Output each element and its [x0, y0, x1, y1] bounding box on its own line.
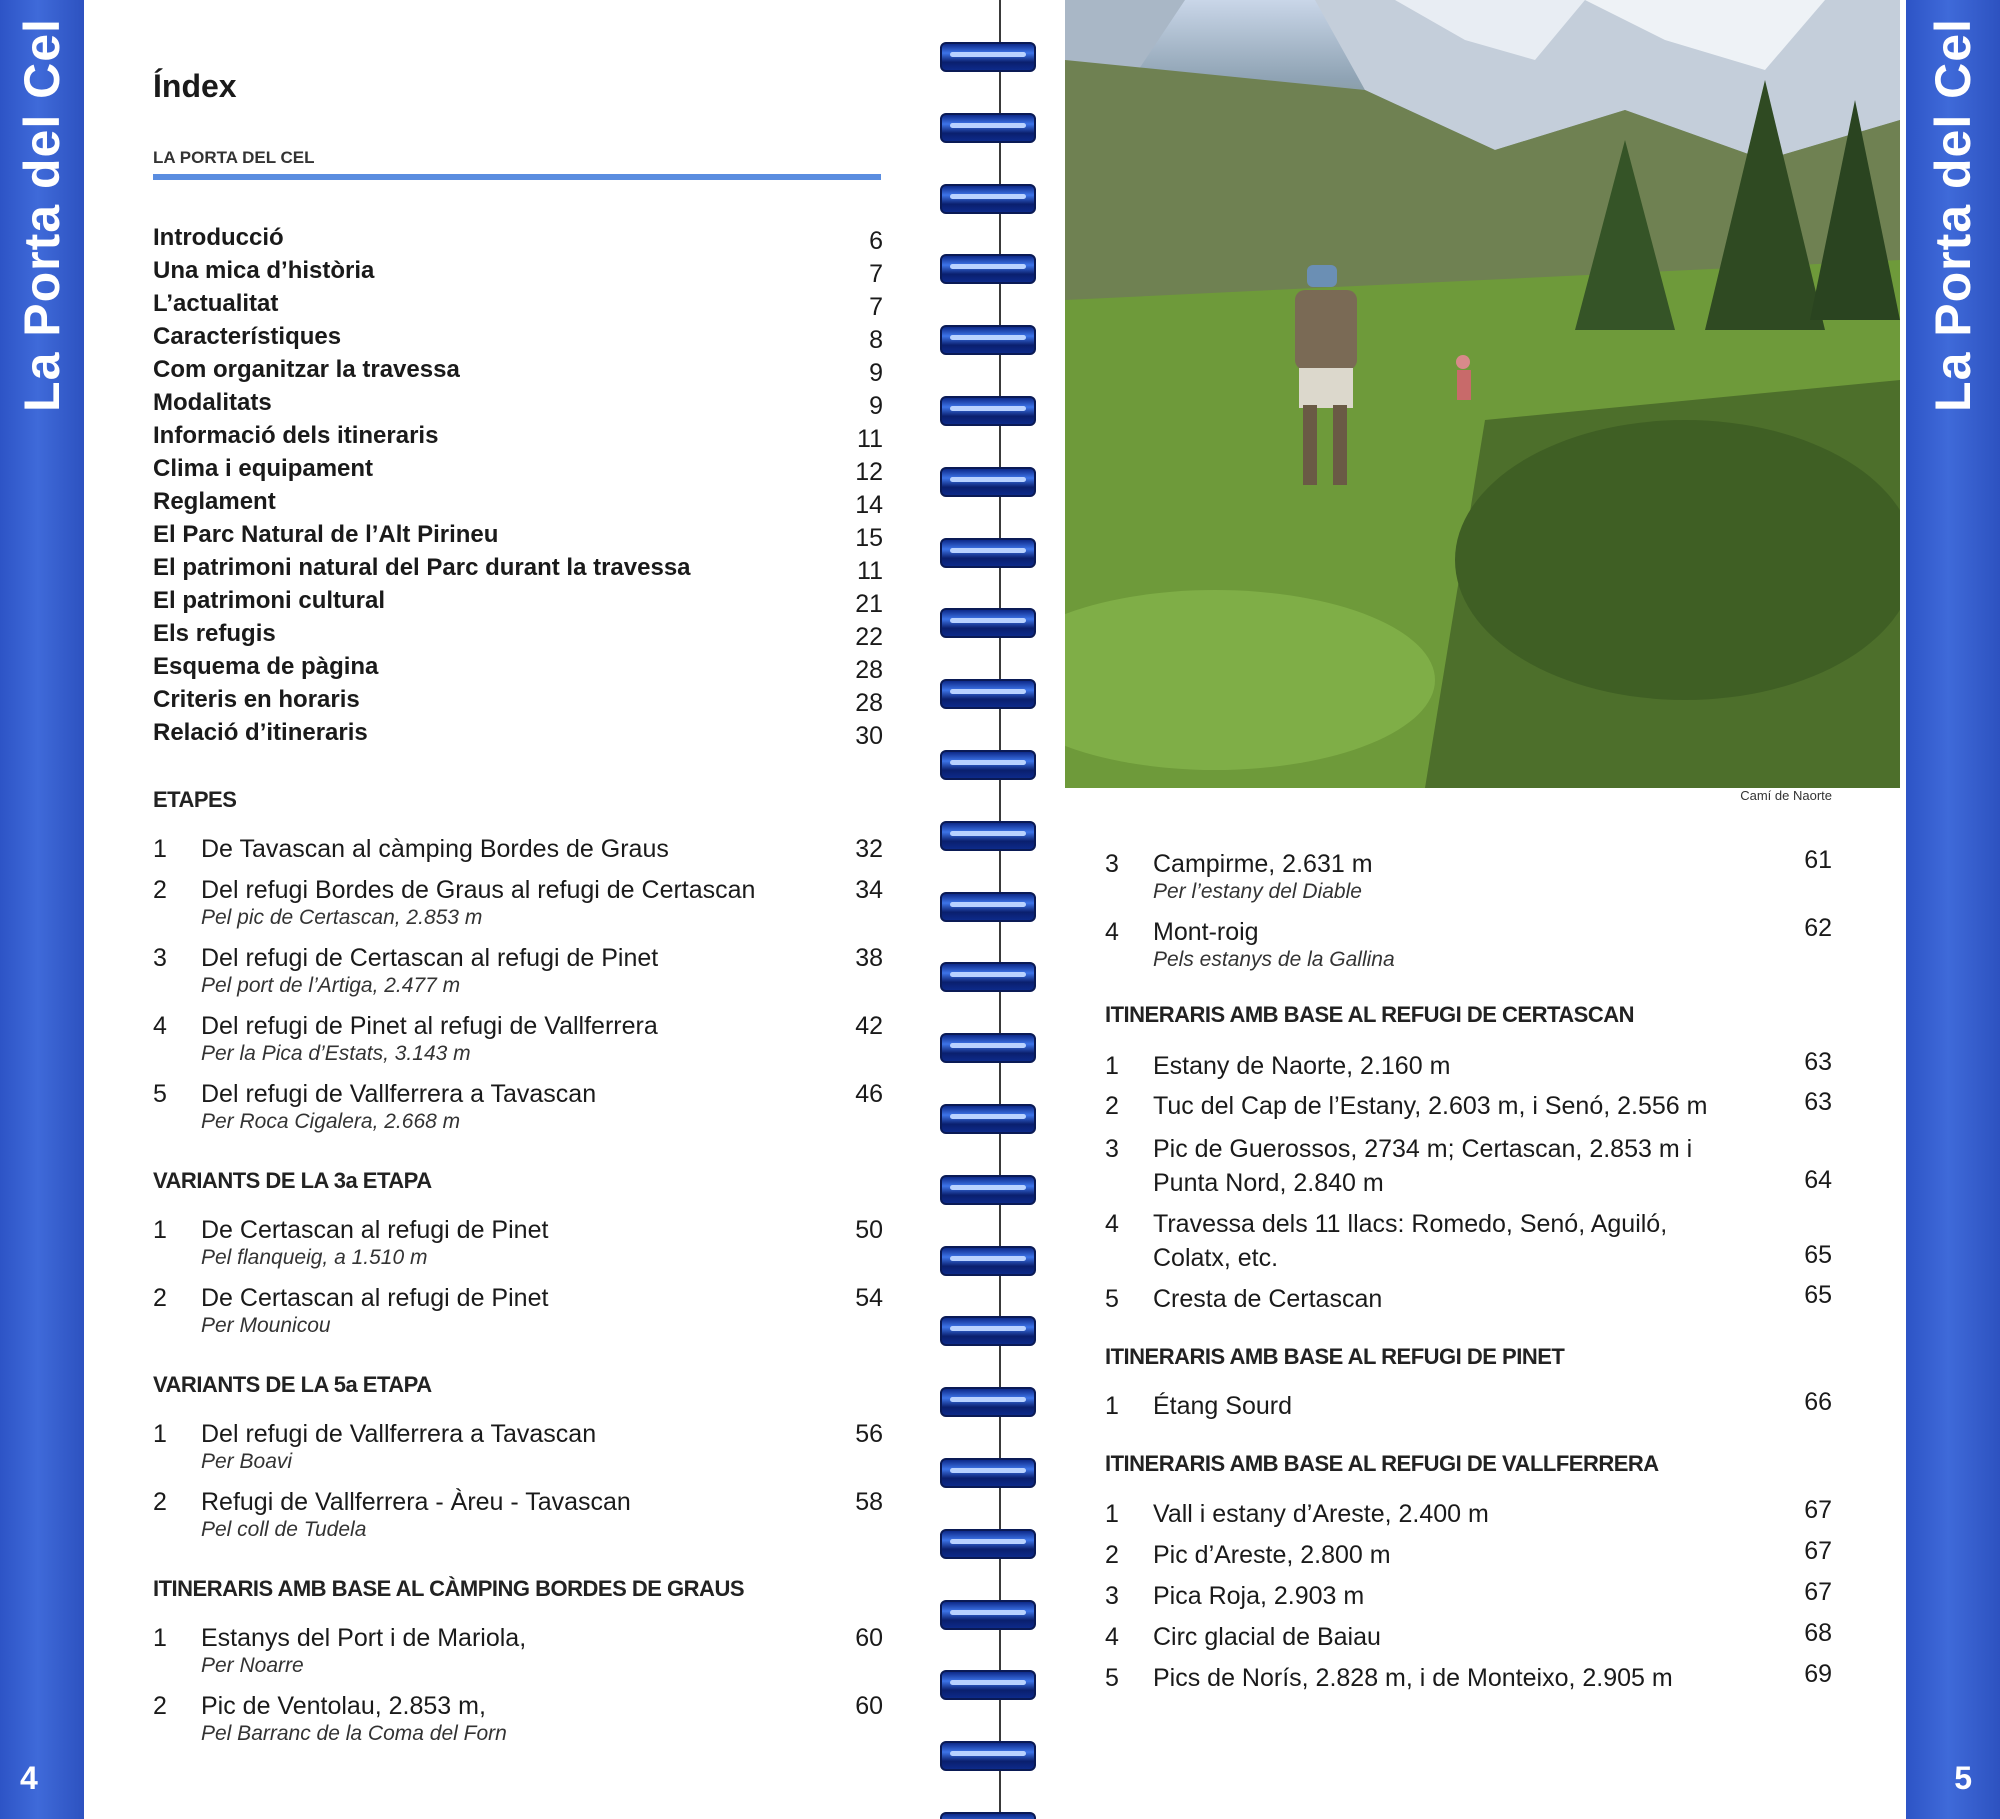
- section-heading-etapes: ETAPES: [153, 787, 237, 812]
- landscape-photo: [1065, 0, 1900, 788]
- left-band-title: La Porta del Cel: [14, 18, 70, 412]
- section-heading-vallferrera: ITINERARIS AMB BASE AL REFUGI DE VALLFERRERA: [1105, 1451, 1659, 1476]
- binding-ring: [940, 1812, 1036, 1819]
- binding-ring: [940, 467, 1036, 497]
- index-title: Índex: [153, 68, 237, 104]
- list-item[interactable]: Criteris en horaris 28: [153, 686, 883, 717]
- list-item[interactable]: Clima i equipament 12: [153, 455, 883, 486]
- binding-ring: [940, 608, 1036, 638]
- binding-ring: [940, 1670, 1036, 1700]
- right-side-band: [1906, 0, 2000, 1819]
- intro-list: [153, 224, 883, 752]
- binding-ring: [940, 1175, 1036, 1205]
- list-item[interactable]: Informació dels itineraris 11: [153, 422, 883, 453]
- binding-ring: [940, 1741, 1036, 1771]
- binding-ring: [940, 325, 1036, 355]
- binding-ring: [940, 679, 1036, 709]
- binding-ring: [940, 1529, 1036, 1559]
- right-page-number: 5: [1954, 1760, 1972, 1796]
- section-heading-pinet: ITINERARIS AMB BASE AL REFUGI DE PINET: [1105, 1344, 1565, 1369]
- list-item[interactable]: Esquema de pàgina 28: [153, 653, 883, 684]
- binding-ring: [940, 42, 1036, 72]
- list-item[interactable]: El patrimoni cultural 21: [153, 587, 883, 618]
- binding-ring: [940, 254, 1036, 284]
- right-band-title: La Porta del Cel: [1925, 18, 1981, 412]
- section-heading-variants-3: VARIANTS DE LA 3a ETAPA: [153, 1168, 432, 1193]
- photo-caption: Camí de Naorte: [1740, 788, 1832, 803]
- binding-ring: [940, 892, 1036, 922]
- list-item[interactable]: Modalitats 9: [153, 389, 883, 420]
- left-page-number: 4: [20, 1760, 38, 1796]
- photo-illustration: [1065, 0, 1900, 788]
- binding-ring: [940, 1246, 1036, 1276]
- binding-ring: [940, 113, 1036, 143]
- binding-ring: [940, 962, 1036, 992]
- binding-ring: [940, 396, 1036, 426]
- spiral-binding: [930, 0, 1050, 1819]
- binding-ring: [940, 184, 1036, 214]
- list-item[interactable]: Introducció 6: [153, 224, 883, 255]
- binding-ring: [940, 1104, 1036, 1134]
- section-heading-certascan: ITINERARIS AMB BASE AL REFUGI DE CERTASCAN: [1105, 1002, 1635, 1027]
- list-item[interactable]: El Parc Natural de l’Alt Pirineu 15: [153, 521, 883, 552]
- left-side-band: [0, 0, 84, 1819]
- binding-ring: [940, 750, 1036, 780]
- list-item[interactable]: Els refugis 22: [153, 620, 883, 651]
- list-item[interactable]: Com organitzar la travessa 9: [153, 356, 883, 387]
- list-item[interactable]: Reglament 14: [153, 488, 883, 519]
- binding-ring: [940, 1387, 1036, 1417]
- binding-ring: [940, 1458, 1036, 1488]
- binding-ring: [940, 1033, 1036, 1063]
- binding-ring: [940, 538, 1036, 568]
- list-item[interactable]: Característiques 8: [153, 323, 883, 354]
- section-heading-variants-5: VARIANTS DE LA 5a ETAPA: [153, 1372, 432, 1397]
- section-rule: [153, 174, 881, 180]
- section-heading-porta: LA PORTA DEL CEL: [153, 148, 315, 167]
- list-item[interactable]: L’actualitat 7: [153, 290, 883, 321]
- binding-ring: [940, 1316, 1036, 1346]
- list-item[interactable]: El patrimoni natural del Parc durant la travessa 11: [153, 554, 883, 585]
- binding-ring: [940, 1600, 1036, 1630]
- list-item[interactable]: Una mica d’història 7: [153, 257, 883, 288]
- binding-ring: [940, 821, 1036, 851]
- section-heading-graus: ITINERARIS AMB BASE AL CÀMPING BORDES DE GRAUS: [153, 1576, 745, 1601]
- list-item[interactable]: Relació d’itineraris 30: [153, 719, 883, 750]
